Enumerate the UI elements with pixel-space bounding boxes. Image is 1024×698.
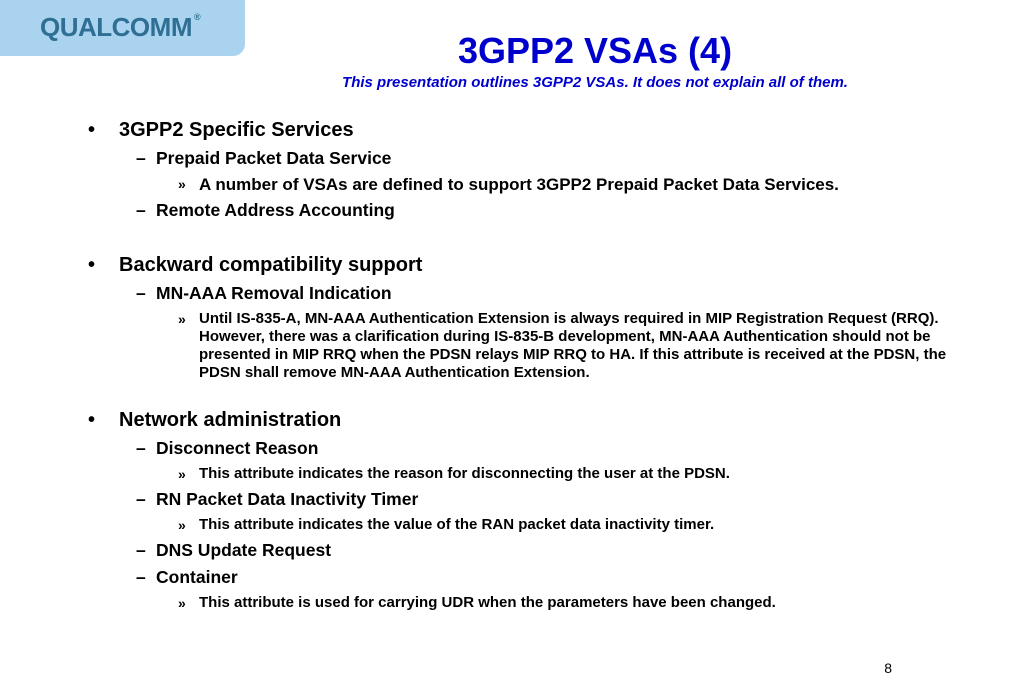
slide-subtitle: This presentation outlines 3GPP2 VSAs. It does not explain all of them. [342, 74, 848, 91]
subitem-rn-packet-data-inactivity-timer [136, 489, 948, 510]
subitem-label: DNS Update Request [156, 540, 332, 560]
dash-marker: – [136, 540, 146, 560]
subitem-label: Container [156, 567, 238, 587]
subitem-label: RN Packet Data Inactivity Timer [156, 489, 419, 509]
detail-rn-packet-data-inactivity-timer [178, 516, 948, 534]
chevron-marker: » [178, 311, 186, 327]
slide-body [88, 118, 948, 618]
bullet-network-administration [88, 408, 948, 432]
bullet-marker: • [88, 119, 96, 141]
subitem-disconnect-reason [136, 438, 948, 459]
bullet-3gpp2-specific-services [88, 118, 948, 142]
subitem-prepaid-packet-data-service [136, 148, 948, 169]
subitem-container [136, 567, 948, 588]
registered-mark: ® [193, 12, 201, 22]
spacer [88, 388, 948, 408]
page-number: 8 [884, 660, 892, 676]
detail-disconnect-reason [178, 465, 948, 483]
subitem-label: Prepaid Packet Data Service [156, 148, 392, 168]
detail-text: A number of VSAs are defined to support 3GPP2 Prepaid Packet Data Services. [199, 175, 839, 194]
detail-container [178, 594, 948, 612]
dash-marker: – [136, 567, 146, 587]
subitem-label: Disconnect Reason [156, 438, 319, 458]
subitem-dns-update-request [136, 540, 948, 561]
section-heading: Network administration [119, 409, 342, 431]
dash-marker: – [136, 148, 146, 168]
logo-text: QUALCOMM ® [40, 12, 201, 42]
dash-marker: – [136, 489, 146, 509]
slide-title: 3GPP2 VSAs (4) [457, 30, 733, 71]
detail-text: This attribute is used for carrying UDR when the parameters have been changed. [199, 594, 776, 611]
section-heading: 3GPP2 Specific Services [119, 119, 354, 141]
section-heading: Backward compatibility support [119, 254, 423, 276]
spacer [88, 227, 948, 253]
chevron-marker: » [178, 176, 186, 192]
subitem-mn-aaa-removal-indication [136, 283, 948, 304]
chevron-marker: » [178, 466, 186, 482]
detail-text: This attribute indicates the reason for disconnecting the user at the PDSN. [199, 465, 730, 482]
subitem-remote-address-accounting [136, 200, 948, 221]
dash-marker: – [136, 438, 146, 458]
chevron-marker: » [178, 517, 186, 533]
subitem-label: MN-AAA Removal Indication [156, 283, 392, 303]
detail-mn-aaa-removal-indication [178, 310, 948, 382]
bullet-backward-compatibility-support [88, 253, 948, 277]
dash-marker: – [136, 283, 146, 303]
subitem-label: Remote Address Accounting [156, 200, 395, 220]
chevron-marker: » [178, 595, 186, 611]
bullet-marker: • [88, 254, 96, 276]
detail-text: This attribute indicates the value of the RAN packet data inactivity timer. [199, 516, 715, 533]
bullet-marker: • [88, 409, 96, 431]
detail-prepaid-packet-data-service [178, 175, 948, 194]
detail-text: Until IS-835-A, MN-AAA Authentication Extension is always required in MIP Registration Request (RRQ). However, there was a clarification during IS-835-B development, MN-AAA Authentication should not be presented in MIP RRQ when the PDSN relays MIP RRQ to HA. If this attribute is received at the PDSN, the PDSN shall remove MN-AAA Authentication Extension. [199, 310, 947, 381]
dash-marker: – [136, 200, 146, 220]
